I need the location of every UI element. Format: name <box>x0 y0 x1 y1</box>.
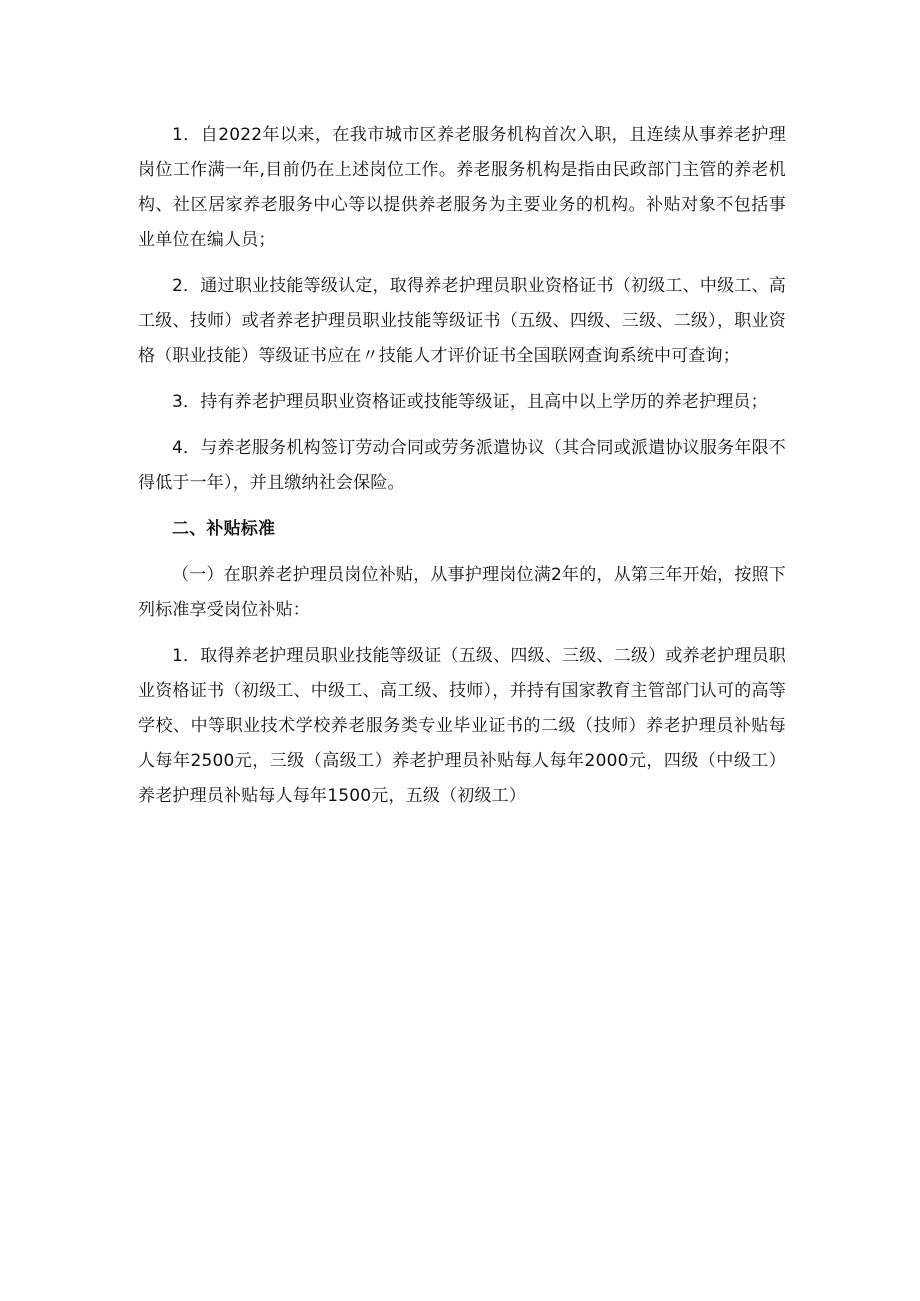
paragraph-eligibility-1: 1．自2022年以来，在我市城市区养老服务机构首次入职，且连续从事养老护理岗位工作满一年,目前仍在上述岗位工作。养老服务机构是指由民政部门主管的养老机构、社区居家养老服务中心等以提供养老服务为主要业务的机构。补贴对象不包括事业单位在编人员； <box>138 125 786 250</box>
paragraph-subsidy-item-1: 1．取得养老护理员职业技能等级证（五级、四级、三级、二级）或养老护理员职业资格证书（初级工、中级工、高工级、技师），并持有国家教育主管部门认可的高等学校、中等职业技术学校养老服务类专业毕业证书的二级（技师）养老护理员补贴每人每年2500元，三级（高级工）养老护理员补贴每人每年2000元，四级（中级工）养老护理员补贴每人每年1500元，五级（初级工） <box>138 646 786 806</box>
document-page <box>138 118 786 814</box>
section-heading-subsidy-standard: 二、补贴标准 <box>172 519 276 539</box>
paragraph-eligibility-3: 3．持有养老护理员职业资格证或技能等级证，且高中以上学历的养老护理员； <box>172 392 768 412</box>
paragraph-subsidy-intro: （一）在职养老护理员岗位补贴，从事护理岗位满2年的，从第三年开始，按照下列标准享受岗位补贴： <box>138 565 786 620</box>
paragraph-eligibility-2: 2．通过职业技能等级认定，取得养老护理员职业资格证书（初级工、中级工、高工级、技师）或者养老护理员职业技能等级证书（五级、四级、三级、二级），职业资格（职业技能）等级证书应在〃技能人才评价证书全国联网查询系统中可查询； <box>138 276 786 366</box>
paragraph-eligibility-4: 4．与养老服务机构签订劳动合同或劳务派遣协议（其合同或派遣协议服务年限不得低于一年），并且缴纳社会保险。 <box>138 438 786 493</box>
